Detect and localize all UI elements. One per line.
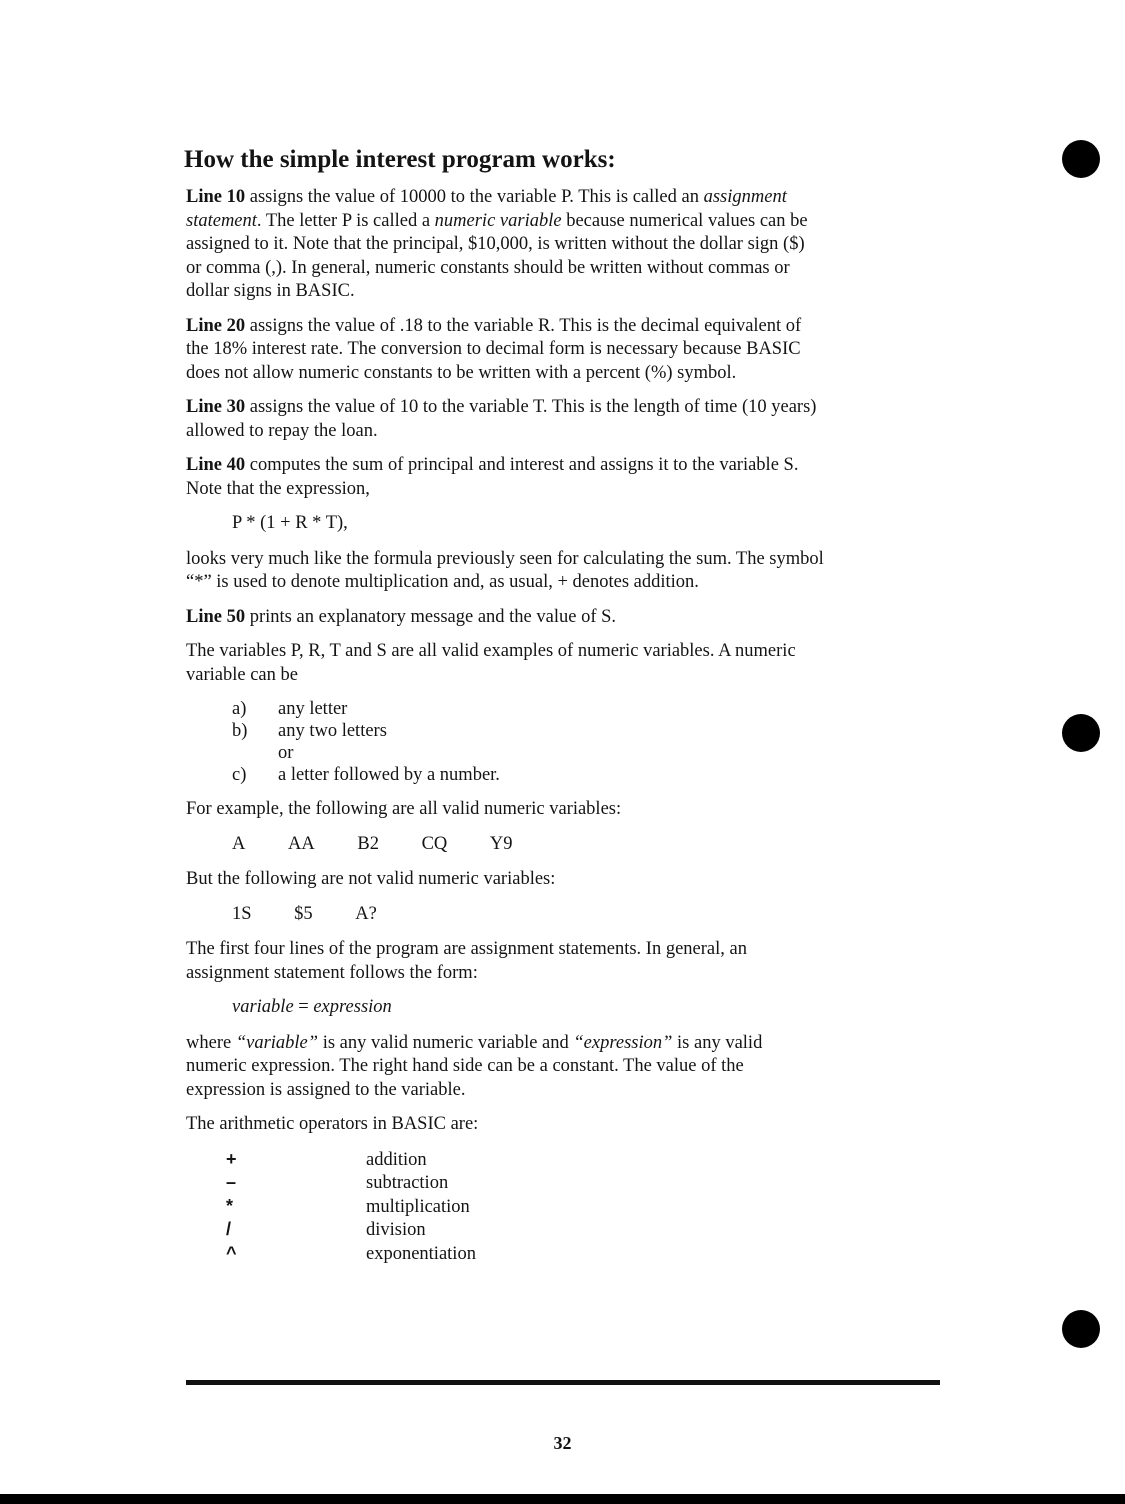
paragraph-formula: looks very much like the formula previously seen for calculating the sum. The symbol “*” is used to denote multiplication and, as usual, + denotes addition. bbox=[186, 548, 824, 592]
assignment-form: variable = expression bbox=[232, 997, 392, 1017]
scan-edge-bar bbox=[0, 1494, 1125, 1504]
paragraph-line-50: Line 50 prints an explanatory message and the value of S. bbox=[186, 606, 617, 627]
operator-row bbox=[226, 1195, 946, 1219]
operator-row bbox=[226, 1148, 946, 1172]
list-item: b) any two letters bbox=[232, 721, 387, 741]
operator-row bbox=[226, 1218, 946, 1242]
line-10-label: Line 10 bbox=[186, 187, 246, 207]
operator-row bbox=[226, 1242, 946, 1266]
expression-example: P * (1 + R * T), bbox=[232, 513, 348, 533]
valid-example: Y9 bbox=[489, 833, 513, 854]
operators-table bbox=[226, 1148, 946, 1266]
valid-example: CQ bbox=[421, 833, 448, 854]
operator-name: division bbox=[366, 1220, 426, 1240]
list-item: a) any letter bbox=[232, 699, 348, 719]
operator-name: multiplication bbox=[366, 1196, 470, 1217]
line-30-label: Line 30 bbox=[186, 397, 246, 417]
list-item: c) a letter followed by a number. bbox=[232, 765, 500, 785]
binder-hole-bottom bbox=[1062, 1310, 1100, 1348]
operator-name: subtraction bbox=[366, 1173, 449, 1193]
operator-symbol: * bbox=[226, 1195, 234, 1216]
invalid-example: A? bbox=[355, 903, 377, 924]
line-20-label: Line 20 bbox=[186, 315, 246, 336]
operator-name: addition bbox=[366, 1149, 427, 1170]
variable-rules-list bbox=[232, 698, 946, 786]
operator-symbol: + bbox=[226, 1148, 237, 1169]
line-40-label: Line 40 bbox=[186, 455, 246, 475]
paragraph-where: where “variable” is any valid numeric variable and “expression” is any valid numeric expression. The right hand side can be a constant. The value of the expression is assigned to the variable. bbox=[186, 1032, 763, 1100]
page-body bbox=[186, 186, 946, 1265]
operator-name: exponentiation bbox=[366, 1243, 476, 1264]
invalid-intro: But the following are not valid numeric variables: bbox=[186, 869, 556, 889]
operator-symbol: / bbox=[226, 1219, 232, 1239]
page-number: 32 bbox=[553, 1433, 572, 1453]
paragraph-line-20: Line 20 assigns the value of .18 to the variable R. This is the decimal equivalent of the 18% interest rate. The conversion to decimal form is necessary because BASIC does not allow numeric constants to be written with a percent (%) symbol. bbox=[186, 315, 802, 383]
binder-hole-middle bbox=[1062, 714, 1100, 752]
operator-row bbox=[226, 1171, 946, 1195]
operator-symbol: – bbox=[226, 1172, 237, 1192]
valid-example: A bbox=[232, 833, 246, 854]
line-50-label: Line 50 bbox=[186, 606, 246, 627]
invalid-example: $5 bbox=[294, 903, 313, 924]
paragraph-line-40: Line 40 computes the sum of principal and interest and assigns it to the variable S. Note that the expression, bbox=[186, 455, 799, 499]
invalid-examples bbox=[232, 903, 946, 927]
valid-examples bbox=[232, 833, 946, 857]
paragraph-variables: The variables P, R, T and S are all valid examples of numeric variables. A numeric variable can be bbox=[186, 641, 796, 685]
footer-rule bbox=[186, 1380, 940, 1385]
valid-example: AA bbox=[288, 833, 315, 854]
binder-hole-top bbox=[1062, 140, 1100, 178]
or-connector: or bbox=[278, 743, 294, 763]
valid-intro: For example, the following are all valid numeric variables: bbox=[186, 799, 622, 819]
valid-example: B2 bbox=[357, 833, 379, 854]
paragraph-line-30: Line 30 assigns the value of 10 to the variable T. This is the length of time (10 years) allowed to repay the loan. bbox=[186, 397, 817, 441]
operator-symbol: ^ bbox=[226, 1242, 237, 1263]
operators-intro: The arithmetic operators in BASIC are: bbox=[186, 1114, 479, 1134]
paragraph-line-10: Line 10 assigns the value of 10000 to the variable P. This is called an assignment statement. The letter P is called a numeric variable because numerical values can be assigned to it. Note that the principal, $10,000, is written without the dollar sign ($) or comma (,). In general, numeric constants should be written without commas or dollar signs in BASIC. bbox=[186, 187, 808, 301]
section-heading: How the simple interest program works: bbox=[184, 146, 616, 173]
invalid-example: 1S bbox=[232, 903, 252, 924]
paragraph-assignment: The first four lines of the program are assignment statements. In general, an assignment statement follows the form: bbox=[186, 939, 747, 983]
